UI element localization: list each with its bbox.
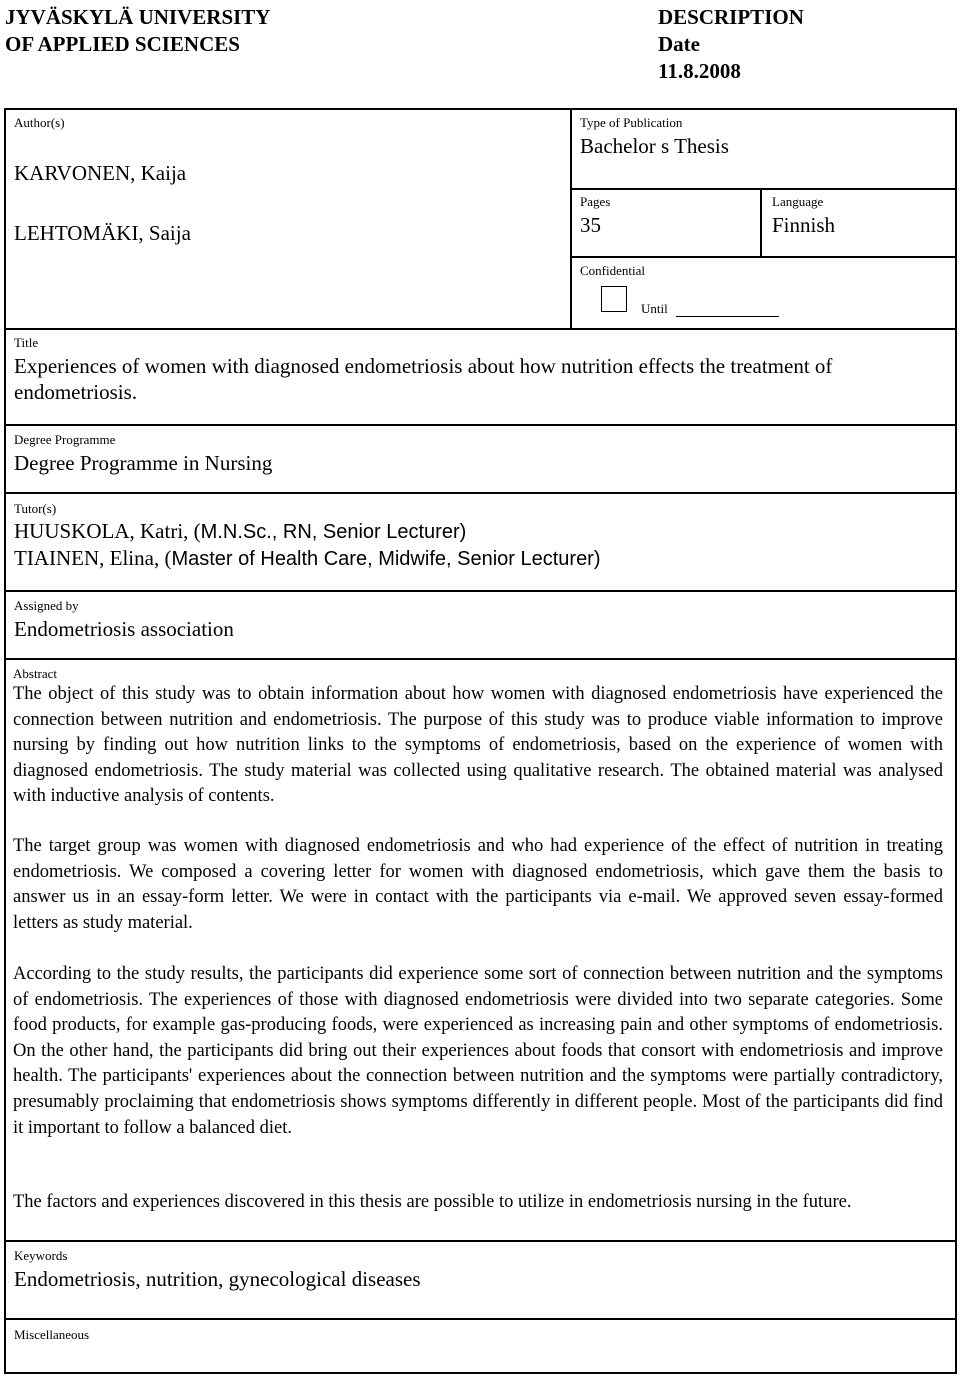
title-box	[4, 328, 957, 426]
pages-value: 35	[580, 213, 601, 237]
tutor-2	[14, 545, 601, 572]
university-name-line2: OF APPLIED SCIENCES	[5, 32, 240, 56]
publication-type-label: Type of Publication	[580, 115, 683, 130]
assigned-by-value: Endometriosis association	[14, 617, 234, 641]
abstract-paragraph-3: According to the study results, the participants did experience some sort of connection between nutrition and the symptoms of endometriosis. The experiences of those with diagnosed endometriosis were divided into two separate categories. Some food products, for example gas-producing foods, were experienced as increasing pain and other symptoms of endometriosis. On the other hand, the participants did bring out their experiences about foods that consort with endometriosis and improve health. The participants' experiences about the connection between nutrition and the symptoms were partially contradictory, presumably proclaiming that endometriosis shows symptoms differently in different people. Most of the participants did find it important to follow a balanced diet.	[13, 964, 943, 1138]
degree-programme-label: Degree Programme	[14, 432, 116, 447]
abstract-paragraph-1: The object of this study was to obtain information about how women with diagnosed endometriosis have experienced the connection between nutrition and endometriosis. The purpose of this study was to produce viable information to improve nursing by finding out how nutrition links to the symptoms of endometriosis, based on the experience of women with diagnosed endometriosis. The study material was collected using qualitative research. The obtained material was analysed with inductive analysis of contents.	[13, 684, 943, 807]
confidential-checkbox[interactable]	[601, 286, 627, 312]
confidential-label: Confidential	[580, 263, 645, 278]
miscellaneous-label: Miscellaneous	[14, 1327, 90, 1342]
tutors-label: Tutor(s)	[14, 501, 57, 516]
document-type: DESCRIPTION	[658, 5, 804, 29]
tutor-2-detail: Master of Health Care, Midwife, Senior Lecturer)	[171, 548, 601, 570]
keywords-box	[4, 1240, 957, 1320]
tutors-box	[4, 492, 957, 592]
miscellaneous-box	[4, 1318, 957, 1374]
until-label: Until	[641, 301, 668, 316]
tutor-1-detail: M.N.Sc., RN, Senior Lecturer)	[200, 521, 467, 543]
degree-programme-box	[4, 424, 957, 494]
thesis-title: Experiences of women with diagnosed endometriosis about how nutrition effects the treatment of endometriosis.	[14, 354, 833, 404]
pages-box	[570, 188, 762, 258]
publication-type-box	[570, 108, 957, 190]
date-value: 11.8.2008	[658, 59, 741, 83]
authors-box	[4, 108, 572, 330]
degree-programme-value: Degree Programme in Nursing	[14, 451, 273, 475]
title-label: Title	[14, 335, 39, 350]
assigned-by-label: Assigned by	[14, 598, 79, 613]
keywords-value: Endometriosis, nutrition, gynecological diseases	[14, 1267, 421, 1291]
abstract-label: Abstract	[13, 666, 58, 681]
until-date-field[interactable]	[676, 301, 779, 317]
tutor-1	[14, 518, 466, 545]
language-value: Finnish	[772, 213, 836, 237]
publication-type-value: Bachelor s Thesis	[580, 134, 729, 158]
keywords-label: Keywords	[14, 1248, 68, 1263]
language-label: Language	[772, 194, 824, 209]
tutor-1-name: HUUSKOLA, Katri, (	[14, 519, 201, 543]
authors-label: Author(s)	[14, 115, 65, 130]
university-name-line1: JYVÄSKYLÄ UNIVERSITY	[5, 5, 271, 29]
confidential-box	[570, 256, 957, 330]
assigned-by-box	[4, 590, 957, 660]
tutor-2-name: TIAINEN, Elina, (	[14, 546, 172, 570]
abstract-paragraph-4: The factors and experiences discovered in this thesis are possible to utilize in endometriosis nursing in the future.	[13, 1192, 852, 1212]
date-label: Date	[658, 32, 700, 56]
author-name-1: KARVONEN, Kaija	[14, 161, 187, 185]
pages-label: Pages	[580, 194, 611, 209]
abstract-paragraph-2: The target group was women with diagnosed endometriosis and who had experience of the effect of nutrition in treating endometriosis. We composed a covering letter for women with diagnosed endometriosis, which gave them the basis to answer us in an essay-form letter. We were in contact with the participants via e-mail. We approved seven essay-formed letters as study material.	[13, 836, 943, 933]
author-name-2: LEHTOMÄKI, Saija	[14, 221, 191, 245]
language-box	[760, 188, 957, 258]
